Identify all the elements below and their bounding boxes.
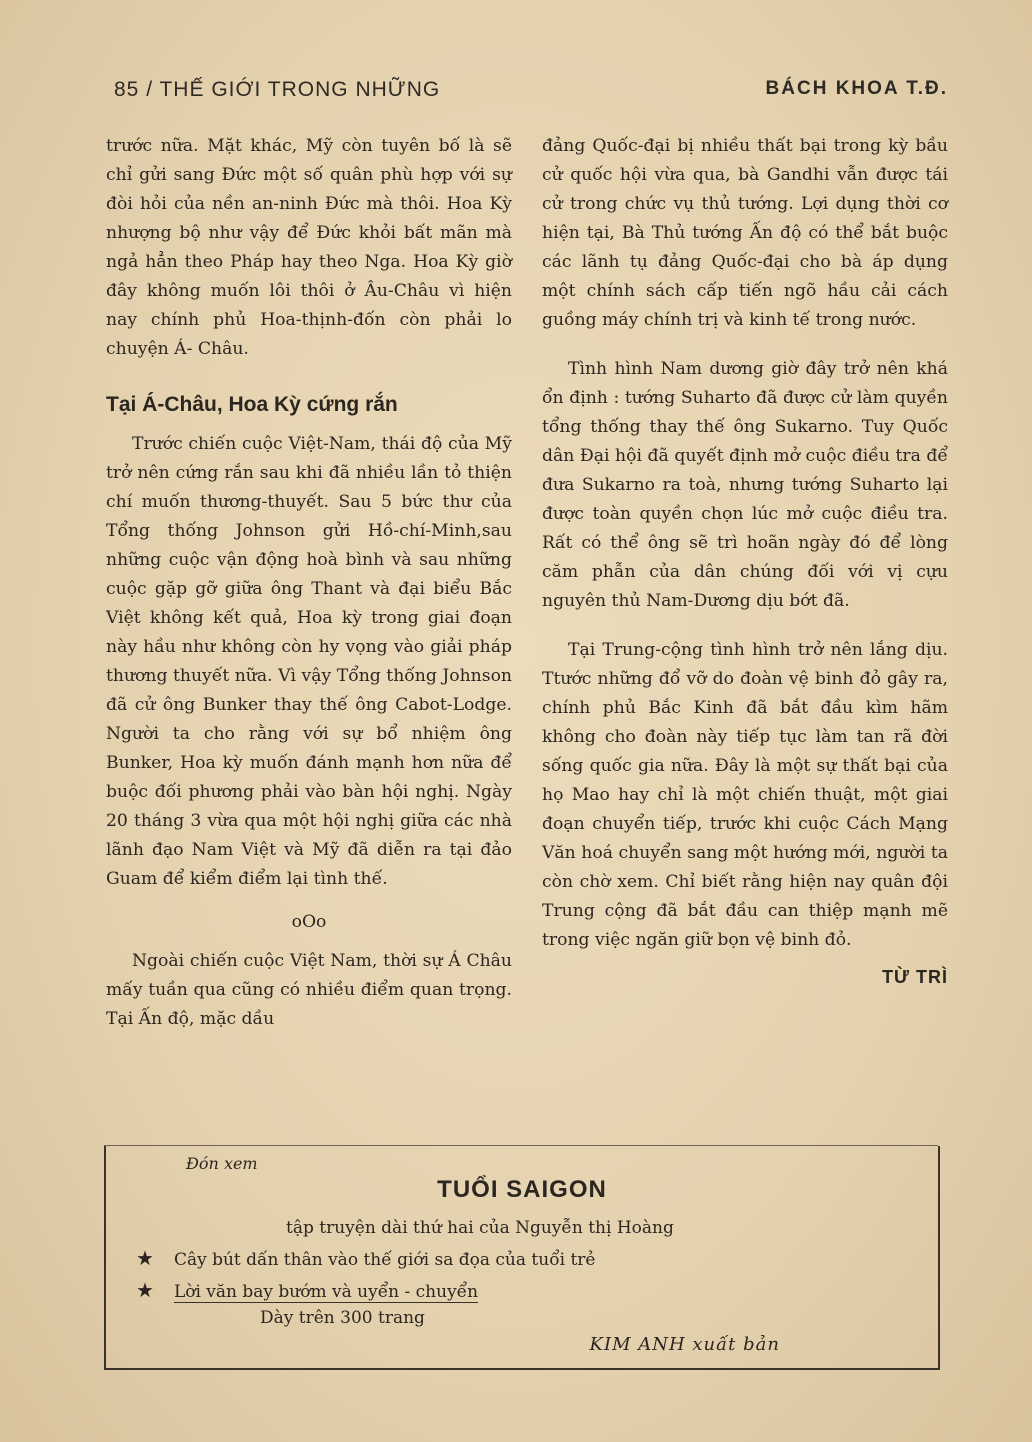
ad-page-count: Dày trên 300 trang: [260, 1308, 425, 1328]
paragraph: Trước chiến cuộc Việt-Nam, thái độ của Mỹ trở nên cứng rắn sau khi đã nhiều lần tỏ thiện chí muốn thương-thuyết. Sau 5 bức thư của Tổng thống Johnson gửi Hồ-chí-Minh,sau những cuộc vận động hoà bình và sau những cuộc gặp gỡ giữa ông Thant và đại biểu Bắc Việt không kết quả, Hoa kỳ trong giai đoạn này hầu như không còn hy vọng vào giải pháp thương thuyết nữa. Vì vậy Tổng thống Johnson đã cử ông Bunker thay thế ông Cabot-Lodge. Người ta cho rằng với sự bổ nhiệm ông Bunker, Hoa kỳ muốn đánh mạnh hơn nữa để buộc đối phương phải vào bàn hội nghị. Ngày 20 tháng 3 vừa qua một hội nghị giữa các nhà lãnh đạo Nam Việt và Mỹ đã diễn ra tại đảo Guam để kiểm điểm lại tình thế.: [106, 434, 512, 889]
ad-preview-label: Đón xem: [186, 1154, 258, 1173]
ad-bullet-text: Lời văn bay bướm và uyển - chuyển: [173, 1282, 479, 1302]
paragraph: Ngoài chiến cuộc Việt Nam, thời sự Á Châu mấy tuần qua cũng có nhiều điểm quan trọng. Tại Ấn độ, mặc dầu: [106, 951, 512, 1029]
ad-publisher: KIM ANH xuất bản: [589, 1334, 780, 1355]
paragraph: Tình hình Nam dương giờ đây trở nên khá ổn định : tướng Suharto đã được cử làm quyền tổng thống thay thế ông Sukarno. Tuy Quốc dân Đại hội đã quyết định mở cuộc điều tra để đưa Sukarno ra toà, nhưng tướng Suharto lại được toàn quyền chọn lúc mở cuộc điều tra. Rất có thể ông sẽ trì hoãn ngày đó để lòng căm phẫn của dân chúng đối với vị cựu nguyên thủ Nam-Dương dịu bớt đã.: [542, 359, 948, 611]
section-separator: oOo: [291, 912, 327, 932]
paragraph: Tại Trung-cộng tình hình trở nên lắng dịu. Ttước những đổ vỡ do đoàn vệ binh đỏ gây ra, chính phủ Bắc Kinh đã bắt đầu kìm hãm không cho đoàn này tiếp tục làm tan rã đời sống quốc gia nữa. Đây là một sự thất bại của họ Mao hay chỉ là một chiến thuật, một giai đoạn chuyển tiếp, trước khi cuộc Cách Mạng Văn hoá chuyển sang một hướng mới, người ta còn chờ xem. Chỉ biết rằng hiện nay quân đội Trung cộng đã bắt đầu can thiệp mạnh mẽ trong việc ngăn giữ bọn vệ binh đỏ.: [542, 640, 948, 950]
page-header: [114, 78, 948, 108]
book-advertisement: [104, 1146, 940, 1370]
paragraph: trước nữa. Mặt khác, Mỹ còn tuyên bố là sẽ chỉ gửi sang Đức một số quân phù hợp với sự đòi hỏi của nền an-ninh Đức mà thôi. Hoa Kỳ nhượng bộ như vậy để Đức khỏi bất mãn mà ngả hẳn theo Pháp hay theo Nga. Hoa Kỳ giờ đây không muốn lôi thôi ở Âu-Châu vì hiện nay chính phủ Hoa-thịnh-đốn còn phải lo chuyện Á- Châu.: [106, 136, 512, 359]
ad-bullet-text: Cây bút dấn thân vào thế giới sa đọa của tuổi trẻ: [173, 1250, 596, 1270]
ad-subtitle: tập truyện dài thứ hai của Nguyễn thị Hoàng: [286, 1218, 674, 1238]
ad-bullet-2: [136, 1278, 478, 1302]
ad-bullet-1: [136, 1246, 595, 1270]
section-heading: Tại Á-Châu, Hoa Kỳ cứng rắn: [106, 393, 398, 416]
header-publication-name: BÁCH KHOA T.Đ.: [765, 78, 948, 99]
paragraph: đảng Quốc-đại bị nhiều thất bại trong kỳ bầu cử quốc hội vừa qua, bà Gandhi vẫn được tái cử trong chức vụ thủ tướng. Lợi dụng thời cơ hiện tại, Bà Thủ tướng Ấn độ có thể bắt buộc các lãnh tụ đảng Quốc-đại cho bà áp dụng một chính sách cấp tiến ngõ hầu cải cách guồng máy chính trị và kinh tế trong nước.: [542, 136, 948, 330]
right-column: [542, 132, 948, 992]
star-icon: ★: [136, 1246, 154, 1270]
ad-book-title: TUỔI SAIGON: [437, 1176, 607, 1203]
author-signature: TỪ TRÌ: [882, 967, 948, 987]
left-column: [106, 132, 512, 1034]
header-page-number-section: 85 / THẾ GIỚI TRONG NHỮNG: [114, 78, 441, 101]
star-icon: ★: [136, 1278, 154, 1302]
